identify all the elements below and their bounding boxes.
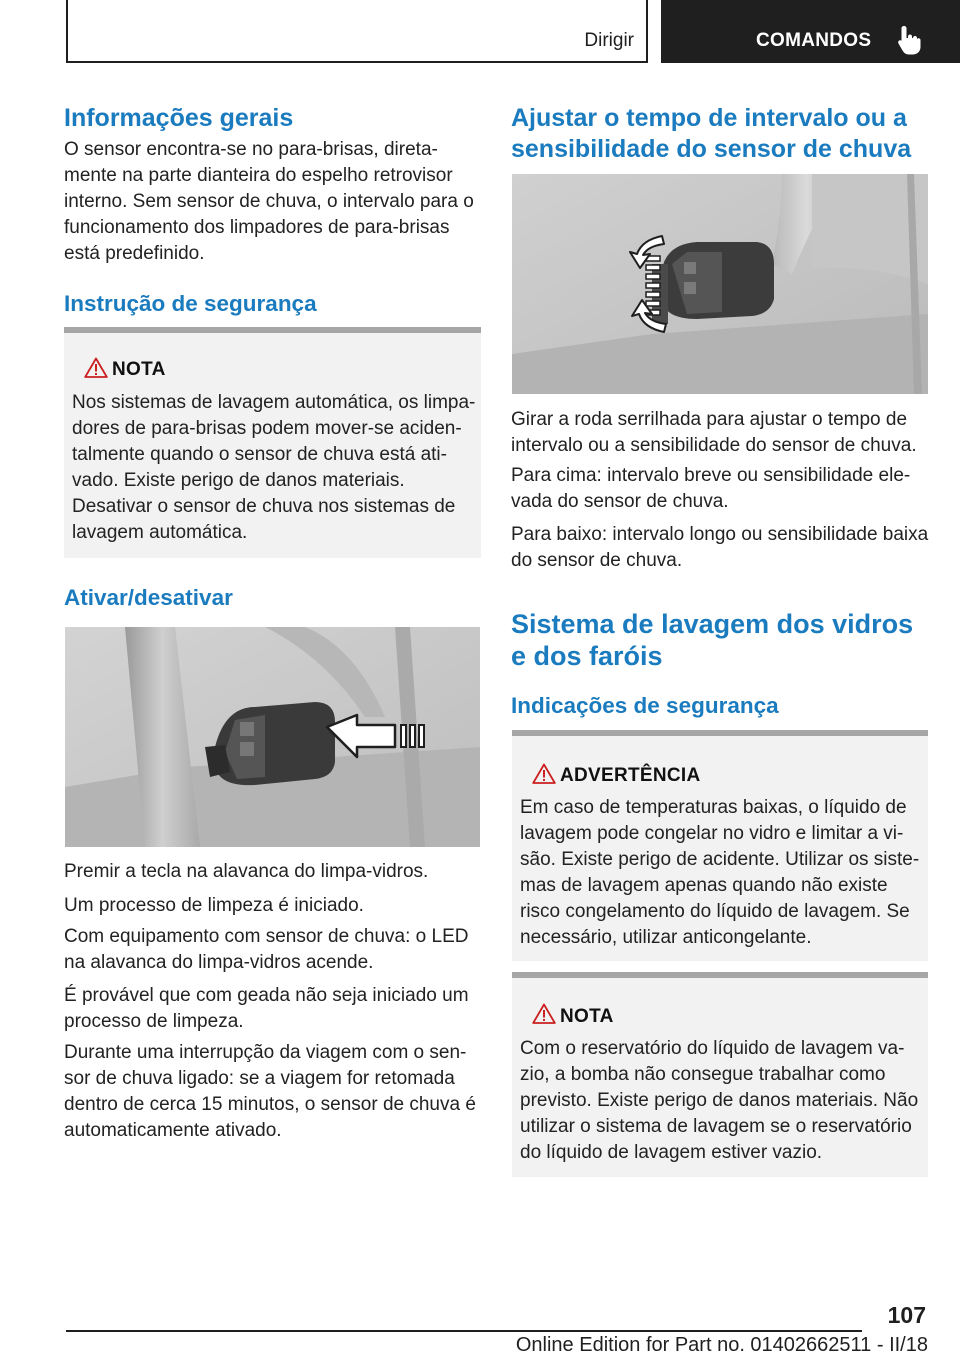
right-note-text: Com o reservatório do líquido de lavagem va-zio, a bomba não consegue trabalhar como previsto. Existe perigo de danos materiais. Não utilizar o sistema de lavagem se o reservatório do líquido de lavagem estiver vazio. (520, 1038, 919, 1163)
wiper-knurled-wheel-photo (512, 174, 928, 394)
warning-triangle-icon (84, 357, 108, 378)
left-note-title: NOTA (112, 359, 166, 380)
activate-step-1: Premir a tecla na alavanca do limpa-vidros. (64, 861, 429, 882)
adjust-down-text: Para baixo: intervalo longo ou sensibilidade baixa do sensor de chuva. (511, 524, 929, 571)
warning-box (512, 730, 928, 961)
warning-triangle-icon (532, 763, 556, 784)
warning-text: Em caso de temperaturas baixas, o líquido de lavagem pode congelar no vidro e limitar a vi-são. Existe perigo de acidente. Utilizar os siste-mas de lavagem apenas quando não existe risco congelamento do líquido de lavagem. Se necessário, utilizar anticongelante. (520, 797, 920, 948)
warning-triangle-icon (532, 1003, 556, 1024)
safety-instruction-heading: Instrução de segurança (64, 291, 317, 316)
wiper-stalk-push-photo (65, 627, 480, 847)
adjust-interval-heading: Ajustar o tempo de intervalo ou a sensibilidade do sensor de chuva (511, 104, 912, 163)
activate-step-2: Um processo de limpeza é iniciado. (64, 895, 364, 916)
activate-interruption-text: Durante uma interrupção da viagem com o sen-sor de chuva ligado: se a viagem for retomada dentro de cerca 15 minutos, o sensor de chuva é automaticamente ativado. (64, 1042, 476, 1141)
right-note-box (512, 972, 928, 1177)
activate-led-text: Com equipamento com sensor de chuva: o LED na alavanca do limpa-vidros acende. (64, 926, 469, 973)
left-note-box (64, 327, 481, 558)
left-note-text: Nos sistemas de lavagem automática, os limpa-dores de para-brisas podem mover-se aciden-talmente quando o sensor de chuva está ati-vado. Existe perigo de danos materiais. Desativar o sensor de chuva nos sistemas de lavagem automática. (72, 392, 476, 543)
general-info-heading: Informações gerais (64, 104, 294, 132)
activate-frost-text: É provável que com geada não seja iniciado um processo de limpeza. (64, 985, 469, 1032)
footer-divider (66, 1330, 862, 1332)
footer-edition-text: Online Edition for Part no. 01402662511 - II/18 (515, 1334, 928, 1356)
adjust-step-text: Girar a roda serrilhada para ajustar o tempo de intervalo ou a sensibilidade do sensor de chuva. (511, 409, 917, 456)
warning-title: ADVERTÊNCIA (560, 765, 701, 786)
washer-system-heading: Sistema de lavagem dos vidros e dos faróis (511, 609, 914, 671)
general-info-text: O sensor encontra-se no para-brisas, direta-mente na parte dianteira do espelho retrovisor interno. Sem sensor de chuva, o intervalo para o funcionamento dos limpadores de para-brisas está predefinido. (64, 139, 474, 264)
header-chapter-label: COMANDOS (756, 30, 872, 51)
page-number: 107 (887, 1302, 926, 1328)
pointing-hand-icon (896, 24, 922, 56)
safety-notes-heading: Indicações de segurança (511, 693, 779, 718)
header-section-box (66, 0, 648, 63)
right-note-title: NOTA (560, 1006, 614, 1027)
activate-deactivate-heading: Ativar/desativar (64, 585, 233, 610)
adjust-up-text: Para cima: intervalo breve ou sensibilidade ele-vada do sensor de chuva. (511, 465, 911, 512)
header-section-label: Dirigir (584, 30, 634, 51)
